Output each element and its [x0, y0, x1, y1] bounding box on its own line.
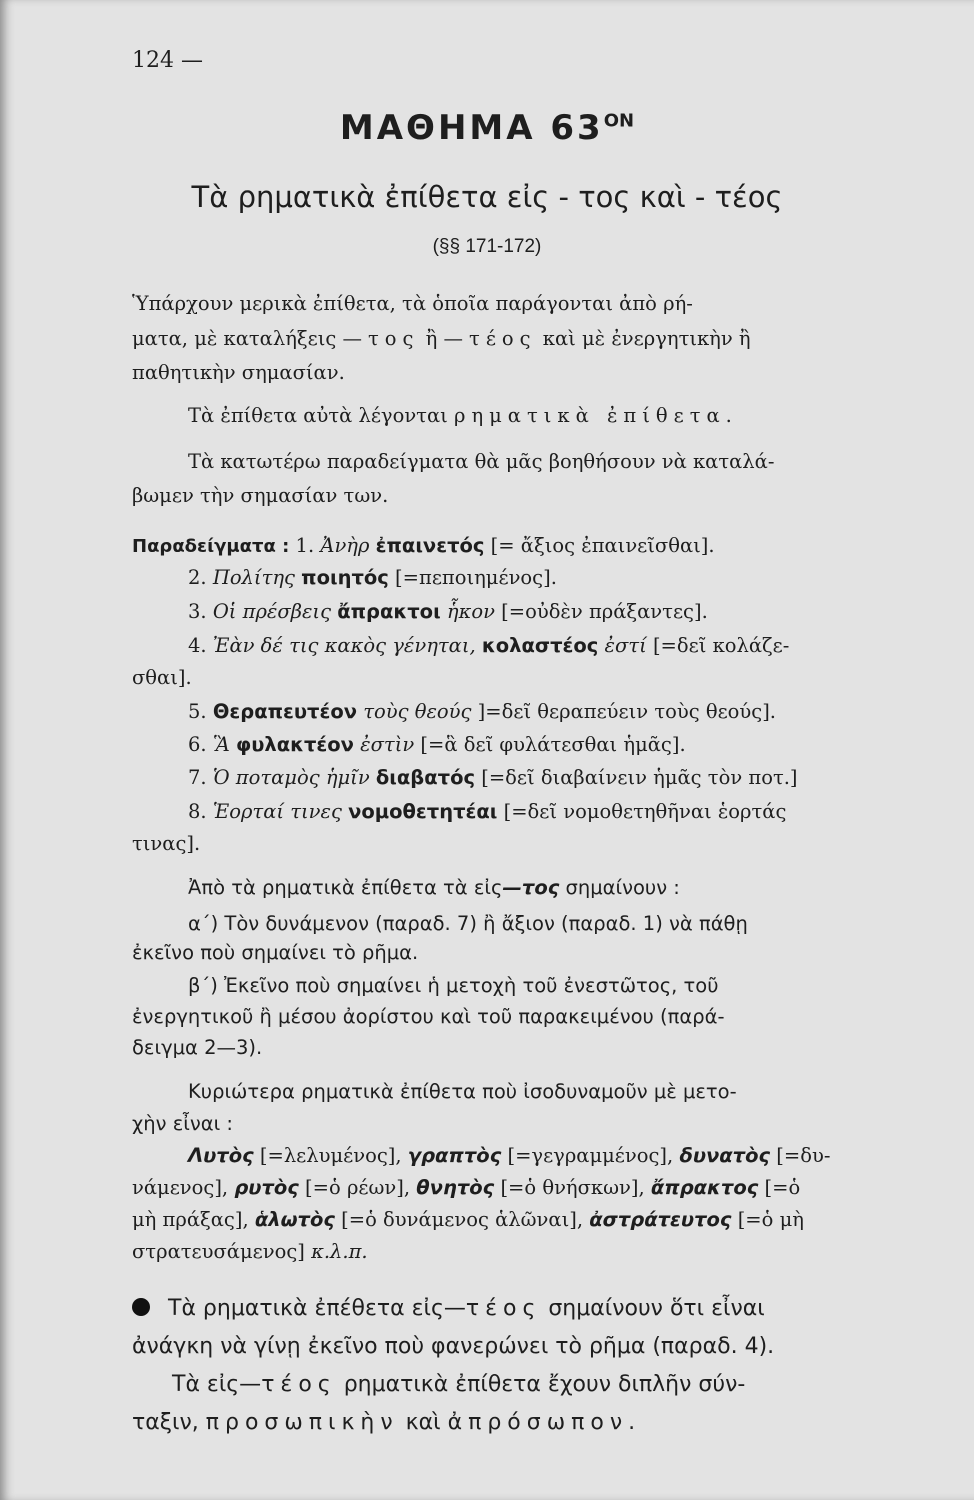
section-reference: (§§ 171-172) [432, 236, 542, 257]
example-8-cont: τινας]. [132, 832, 201, 855]
teos-rule-cont: ἀνάγκη νὰ γίνῃ ἐκεῖνο ποὺ φανερώνει τὸ ρῆμα (παραδ. 4). [132, 1334, 775, 1359]
example-7: 7. Ὁ ποταμὸς ἡμῖν διαβατός [=δεῖ διαβαίνειν ἡμᾶς τὸν ποτ.] [188, 766, 798, 789]
example-2: 2. Πολίτης ποιητός [=πεποιημένος]. [188, 566, 557, 589]
intro-line: Ὑπάρχουν μερικὰ ἐπίθετα, τὰ ὁποῖα παράγονται ἀπὸ ρή- [132, 292, 693, 315]
example-1: Παραδείγματα : 1. Ἀνὴρ ἐπαινετός [= ἄξιος ἐπαινεῖσθαι]. [132, 534, 715, 557]
meaning-b-cont: ἐνεργητικοῦ ἢ μέσου ἀορίστου καὶ τοῦ παρακειμένου (παρά- [132, 1005, 725, 1028]
example-4: 4. Ἐὰν δέ τις κακὸς γένηται, κολαστέος ἐστί [=δεῖ κολάζε- [188, 634, 790, 657]
intro-line: ματα, μὲ καταλήξεις —τος ἢ —τέος καὶ μὲ ἐνεργητικὴν ἢ [132, 327, 751, 350]
teos-syntax-cont: ταξιν, προσωπικὴν καὶ ἀπρόσωπον. [132, 1410, 642, 1435]
example-5: 5. Θεραπευτέον τοὺς θεούς ]=δεῖ θεραπεύειν τοὺς θεούς]. [188, 700, 776, 723]
teos-rule: Τὰ ρηματικὰ ἐπέθετα εἰς—τέος σημαίνουν ὅτι εἶναι [132, 1296, 872, 1321]
meaning-b-cont: δειγμα 2—3). [132, 1036, 263, 1059]
example-6: 6. Ἃ φυλακτέον ἐστὶν [=ἃ δεῖ φυλάτεσθαι ἡμᾶς]. [188, 733, 686, 756]
equivalents-line: στρατευσάμενος] κ.λ.π. [132, 1240, 368, 1263]
intro-line: Τὰ ἐπίθετα αὐτὰ λέγονται ρηματικὰ ἐπίθετα. [188, 404, 738, 427]
meaning-a: α΄) Τὸν δυνάμενον (παραδ. 7) ἢ ἄξιον (παραδ. 1) νὰ πάθῃ [188, 912, 748, 935]
section-heading: Τὰ ρηματικὰ ἐπίθετα εἰς - τος καὶ - τέος [191, 180, 783, 214]
intro-line: Τὰ κατωτέρω παραδείγματα θὰ μᾶς βοηθήσουν νὰ καταλά- [188, 450, 775, 473]
equivalents-line: νάμενος], ρυτὸς [=ὁ ρέων], θνητὸς [=ὁ θνήσκων], ἄπρακτος [=ὁ [132, 1176, 801, 1199]
intro-line: παθητικὴν σημασίαν. [132, 361, 345, 384]
example-4-cont: σθαι]. [132, 666, 192, 689]
equivalents-intro-cont: χὴν εἶναι : [132, 1112, 233, 1135]
equivalents-intro: Κυριώτερα ρηματικὰ ἐπίθετα ποὺ ἰσοδυναμοῦν μὲ μετο- [188, 1080, 737, 1103]
equivalents-line: μὴ πράξας], ἁλωτὸς [=ὁ δυνάμενος ἁλῶναι], ἀστράτευτος [=ὁ μὴ [132, 1208, 804, 1231]
bullet-icon [132, 1298, 150, 1316]
intro-line: βωμεν τὴν σημασίαν των. [132, 484, 389, 507]
example-8: 8. Ἑορταί τινες νομοθετητέαι [=δεῖ νομοθετηθῆναι ἑορτάς [188, 800, 787, 823]
meaning-b: β΄) Ἐκεῖνο ποὺ σημαίνει ἡ μετοχὴ τοῦ ἐνεστῶτος, τοῦ [188, 974, 719, 997]
example-3: 3. Οἱ πρέσβεις ἄπρακτοι ἧκον [=οὐδὲν πράξαντες]. [188, 600, 708, 623]
meaning-tos-intro: Ἀπὸ τὰ ρηματικὰ ἐπίθετα τὰ εἰς—τος σημαίνουν : [188, 876, 680, 899]
equivalents-line: Λυτὸς [=λελυμένος], γραπτὸς [=γεγραμμένος], δυνατὸς [=δυ- [188, 1144, 831, 1167]
lesson-title: ΜΑΘΗΜΑ $63^{ON}$ [339, 108, 635, 148]
teos-syntax: Τὰ εἰς—τέος ρηματικὰ ἐπίθετα ἔχουν διπλῆν σύν- [172, 1372, 746, 1397]
meaning-a-cont: ἐκεῖνο ποὺ σημαίνει τὸ ρῆμα. [132, 941, 419, 964]
page-number: 124 — [132, 48, 203, 73]
